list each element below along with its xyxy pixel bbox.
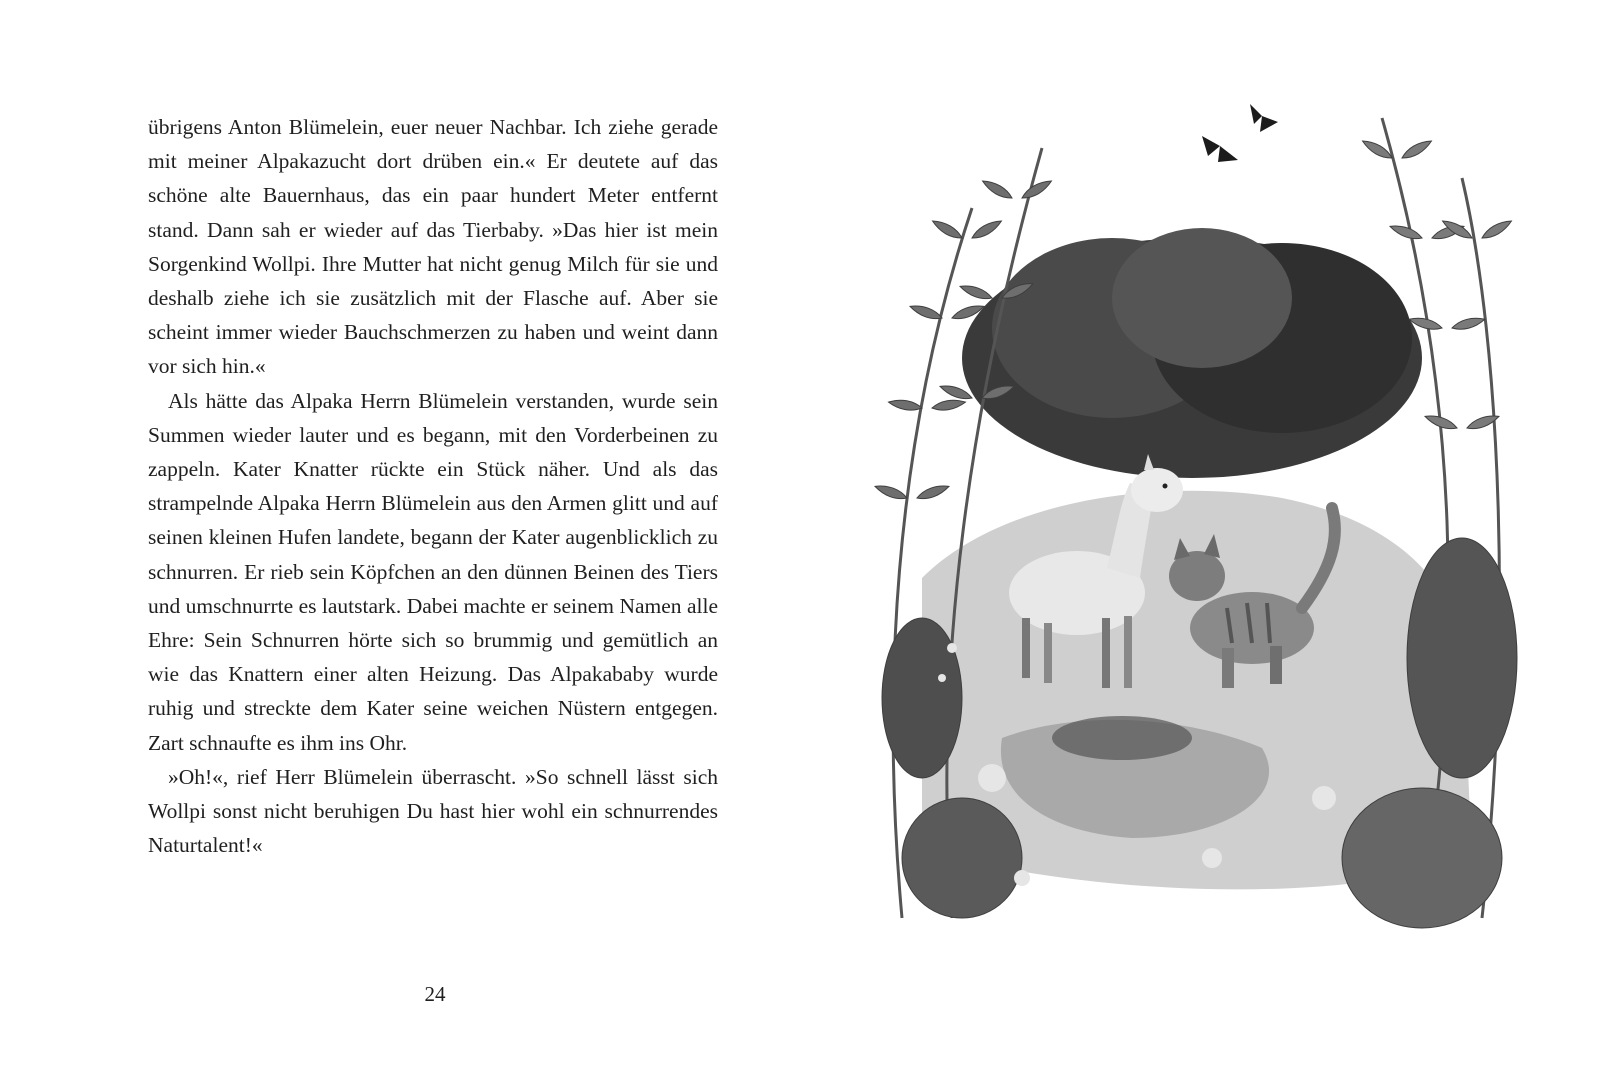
foliage-right <box>1342 118 1517 928</box>
paragraph-3: »Oh!«, rief Herr Blümelein überrascht. »So schnell lässt sich Wollpi sonst nicht beruhigen Du hast hier wohl ein schnurrendes Naturtalent!« <box>148 764 718 858</box>
paragraph-1: übrigens Anton Blümelein, euer neuer Nachbar. Ich ziehe gerade mit meiner Alpakazucht dort drüben ein.« Er deutete auf das schöne alte Bauernhaus, das ein paar hundert Meter entfernt stand. Dann sah er wieder auf das Tierbaby. »Das hier ist mein Sorgenkind Wollpi. Ihre Mutter hat nicht genug Milch für sie und deshalb ziehe ich sie zusätzlich mit der Flasche auf. Aber sie scheint immer wieder Bauchschmerzen zu haben und weint dann vor sich hin.« <box>148 115 718 379</box>
paragraph-2: Als hätte das Alpaka Herrn Blümelein verstanden, wurde sein Summen wieder lauter und es begann, mit den Vorderbeinen zu zappeln. Kater Knatter rückte ein Stück näher. Und als das strampelnde Alpaka Herrn Blümelein aus den Armen glitt und auf seinen kleinen Hufen landete, begann der Kater augenblicklich zu schnurren. Er rieb sein Köpfchen an den dünnen Beinen des Tiers und umschnurrte es lautstark. Dabei machte er seinem Namen alle Ehre: Sein Schnurren hörte sich so brummig und gemütlich an wie das Knattern einer alten Heizung. Das Alpakababy wurde ruhig und streckte dem Kater seine weichen Nüstern entgegen. Zart schnaufte es ihm ins Ohr. <box>148 388 718 755</box>
illustration-canvas <box>862 98 1530 968</box>
butterflies <box>1202 104 1278 162</box>
page-number: 24 <box>424 982 446 1006</box>
background-bushes <box>962 228 1422 478</box>
book-page-text <box>148 110 718 862</box>
illustration-alpaca-and-cat <box>862 98 1530 968</box>
